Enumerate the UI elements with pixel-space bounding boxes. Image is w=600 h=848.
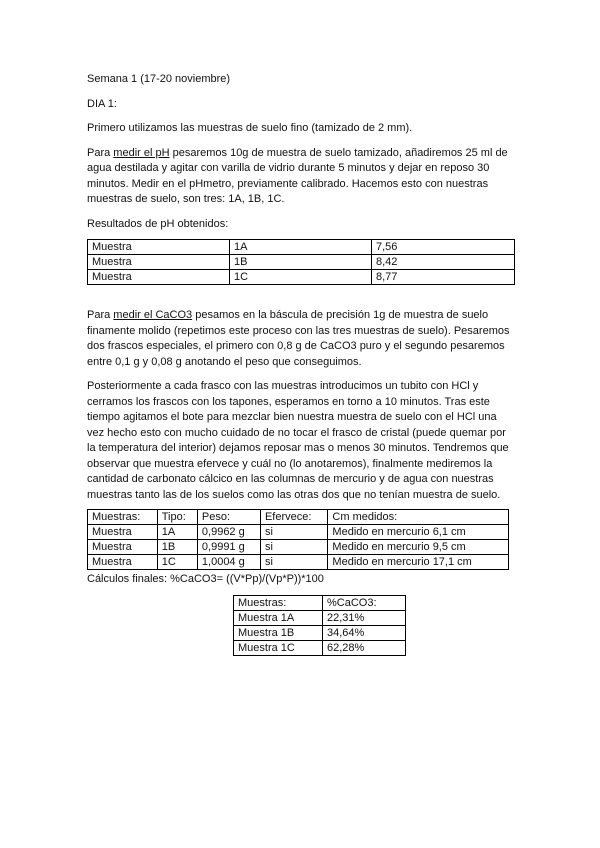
ph-results-label: Resultados de pH obtenidos: (87, 217, 229, 230)
table-cell: 22,31% (323, 610, 406, 625)
ph-results-table (87, 239, 515, 285)
table-row (88, 270, 515, 285)
ph-para-link: medir el pH (113, 146, 170, 159)
ph-para-body: pesaremos 10g de muestra de suelo tamizado, añadiremos 25 ml de agua destilada y agitar con varilla de vidrio durante 5 minutos y dejar en reposo 30 minutos. Medir en el pHmetro, previamente calibrado. Hacemos esto con nuestras muestras de suelo, son tres: 1A, 1B, 1C. (87, 146, 508, 205)
table-row (88, 555, 509, 570)
procedure-paragraph: Posteriormente a cada frasco con las muestras introducimos un tubito con HCl y cerramos los frascos con los tapones, esperamos en torno a 10 minutos. Tras este tiempo agitamos el bote para mezclar bien nuestra muestra de suelo con el HCl una vez hecho esto con mucho cuidado de no tocar el frasco de cristal (puede quemar por la temperatura del interior) dejamos reposar mas o menos 30 minutos. Tendremos que observar que muestra efervece y cuál no (lo anotaremos), finalmente mediremos la cantidad de carbonato cálcico en las columnas de mercurio y de agua con nuestras muestras tanto las de los suelos como las otras dos que no tenían muestra de suelo. (87, 380, 509, 501)
results-table (233, 595, 406, 656)
table-header-cell: Efervece: (260, 510, 327, 525)
table-cell: si (260, 525, 327, 540)
table-row (88, 240, 515, 255)
table-cell: 1A (157, 525, 197, 540)
table-row (88, 525, 509, 540)
formula-line: Cálculos finales: %CaCO3= ((V*Pp)/(Vp*P))*100 (87, 573, 324, 585)
intro-paragraph: Primero utilizamos las muestras de suelo fino (tamizado de 2 mm). (87, 122, 413, 134)
table-cell: 34,64% (323, 625, 406, 640)
table-row (88, 540, 509, 555)
table-cell: Muestra (88, 540, 158, 555)
table-cell: Muestra (88, 255, 230, 270)
table-cell: si (260, 540, 327, 555)
table-header-cell: Muestras: (234, 595, 323, 610)
ph-paragraph (87, 146, 515, 208)
caco3-para-link: medir el CaCO3 (113, 309, 193, 321)
table-header-cell: Peso: (197, 510, 260, 525)
table-cell: 1A (230, 240, 372, 255)
table-cell: 1,0004 g (197, 555, 260, 570)
table-row (234, 640, 406, 655)
table-header-cell: %CaCO3: (323, 595, 406, 610)
table-cell: Medido en mercurio 9,5 cm (328, 540, 509, 555)
caco3-para-prefix: Para (87, 309, 114, 321)
table-cell: Muestra (88, 525, 158, 540)
table-cell: 8,42 (372, 255, 515, 270)
table-header-row (234, 595, 406, 610)
table-cell: Muestra 1A (234, 610, 323, 625)
table-header-cell: Tipo: (157, 510, 197, 525)
caco3-para-body: pesamos en la báscula de precisión 1g de muestra de suelo finamente molido (repetimos este proceso con las tres muestras de suelo). Pesaremos dos frascos especiales, el primero con 0,8 g de CaCO3 puro y el segundo pesaremos entre 0,1 g y 0,08 g anotando el peso que conseguimos. (87, 309, 510, 368)
table-cell: Muestra (88, 270, 230, 285)
table-cell: 1B (230, 255, 372, 270)
table-cell: Muestra (88, 555, 158, 570)
table-header-cell: Muestras: (88, 510, 158, 525)
table-cell: Muestra 1C (234, 640, 323, 655)
table-cell: 1C (230, 270, 372, 285)
table-cell: Muestra (88, 240, 230, 255)
measurement-table (87, 509, 509, 570)
table-cell: 1B (157, 540, 197, 555)
day-heading: DIA 1: (87, 97, 117, 110)
table-row (234, 610, 406, 625)
table-cell: 7,56 (372, 240, 515, 255)
table-header-row (88, 510, 509, 525)
table-cell: 1C (157, 555, 197, 570)
table-row (88, 255, 515, 270)
table-cell: Muestra 1B (234, 625, 323, 640)
caco3-paragraph (87, 308, 515, 370)
table-row (234, 625, 406, 640)
week-heading: Semana 1 (17-20 noviembre) (87, 73, 231, 85)
table-cell: Medido en mercurio 6,1 cm (328, 525, 509, 540)
ph-para-prefix: Para (87, 146, 114, 159)
table-cell: 0,9991 g (197, 540, 260, 555)
table-cell: 62,28% (323, 640, 406, 655)
table-cell: Medido en mercurio 17,1 cm (328, 555, 509, 570)
table-header-cell: Cm medidos: (328, 510, 509, 525)
document-page (87, 72, 515, 656)
table-cell: 0,9962 g (197, 525, 260, 540)
table-cell: 8,77 (372, 270, 515, 285)
table-cell: si (260, 555, 327, 570)
